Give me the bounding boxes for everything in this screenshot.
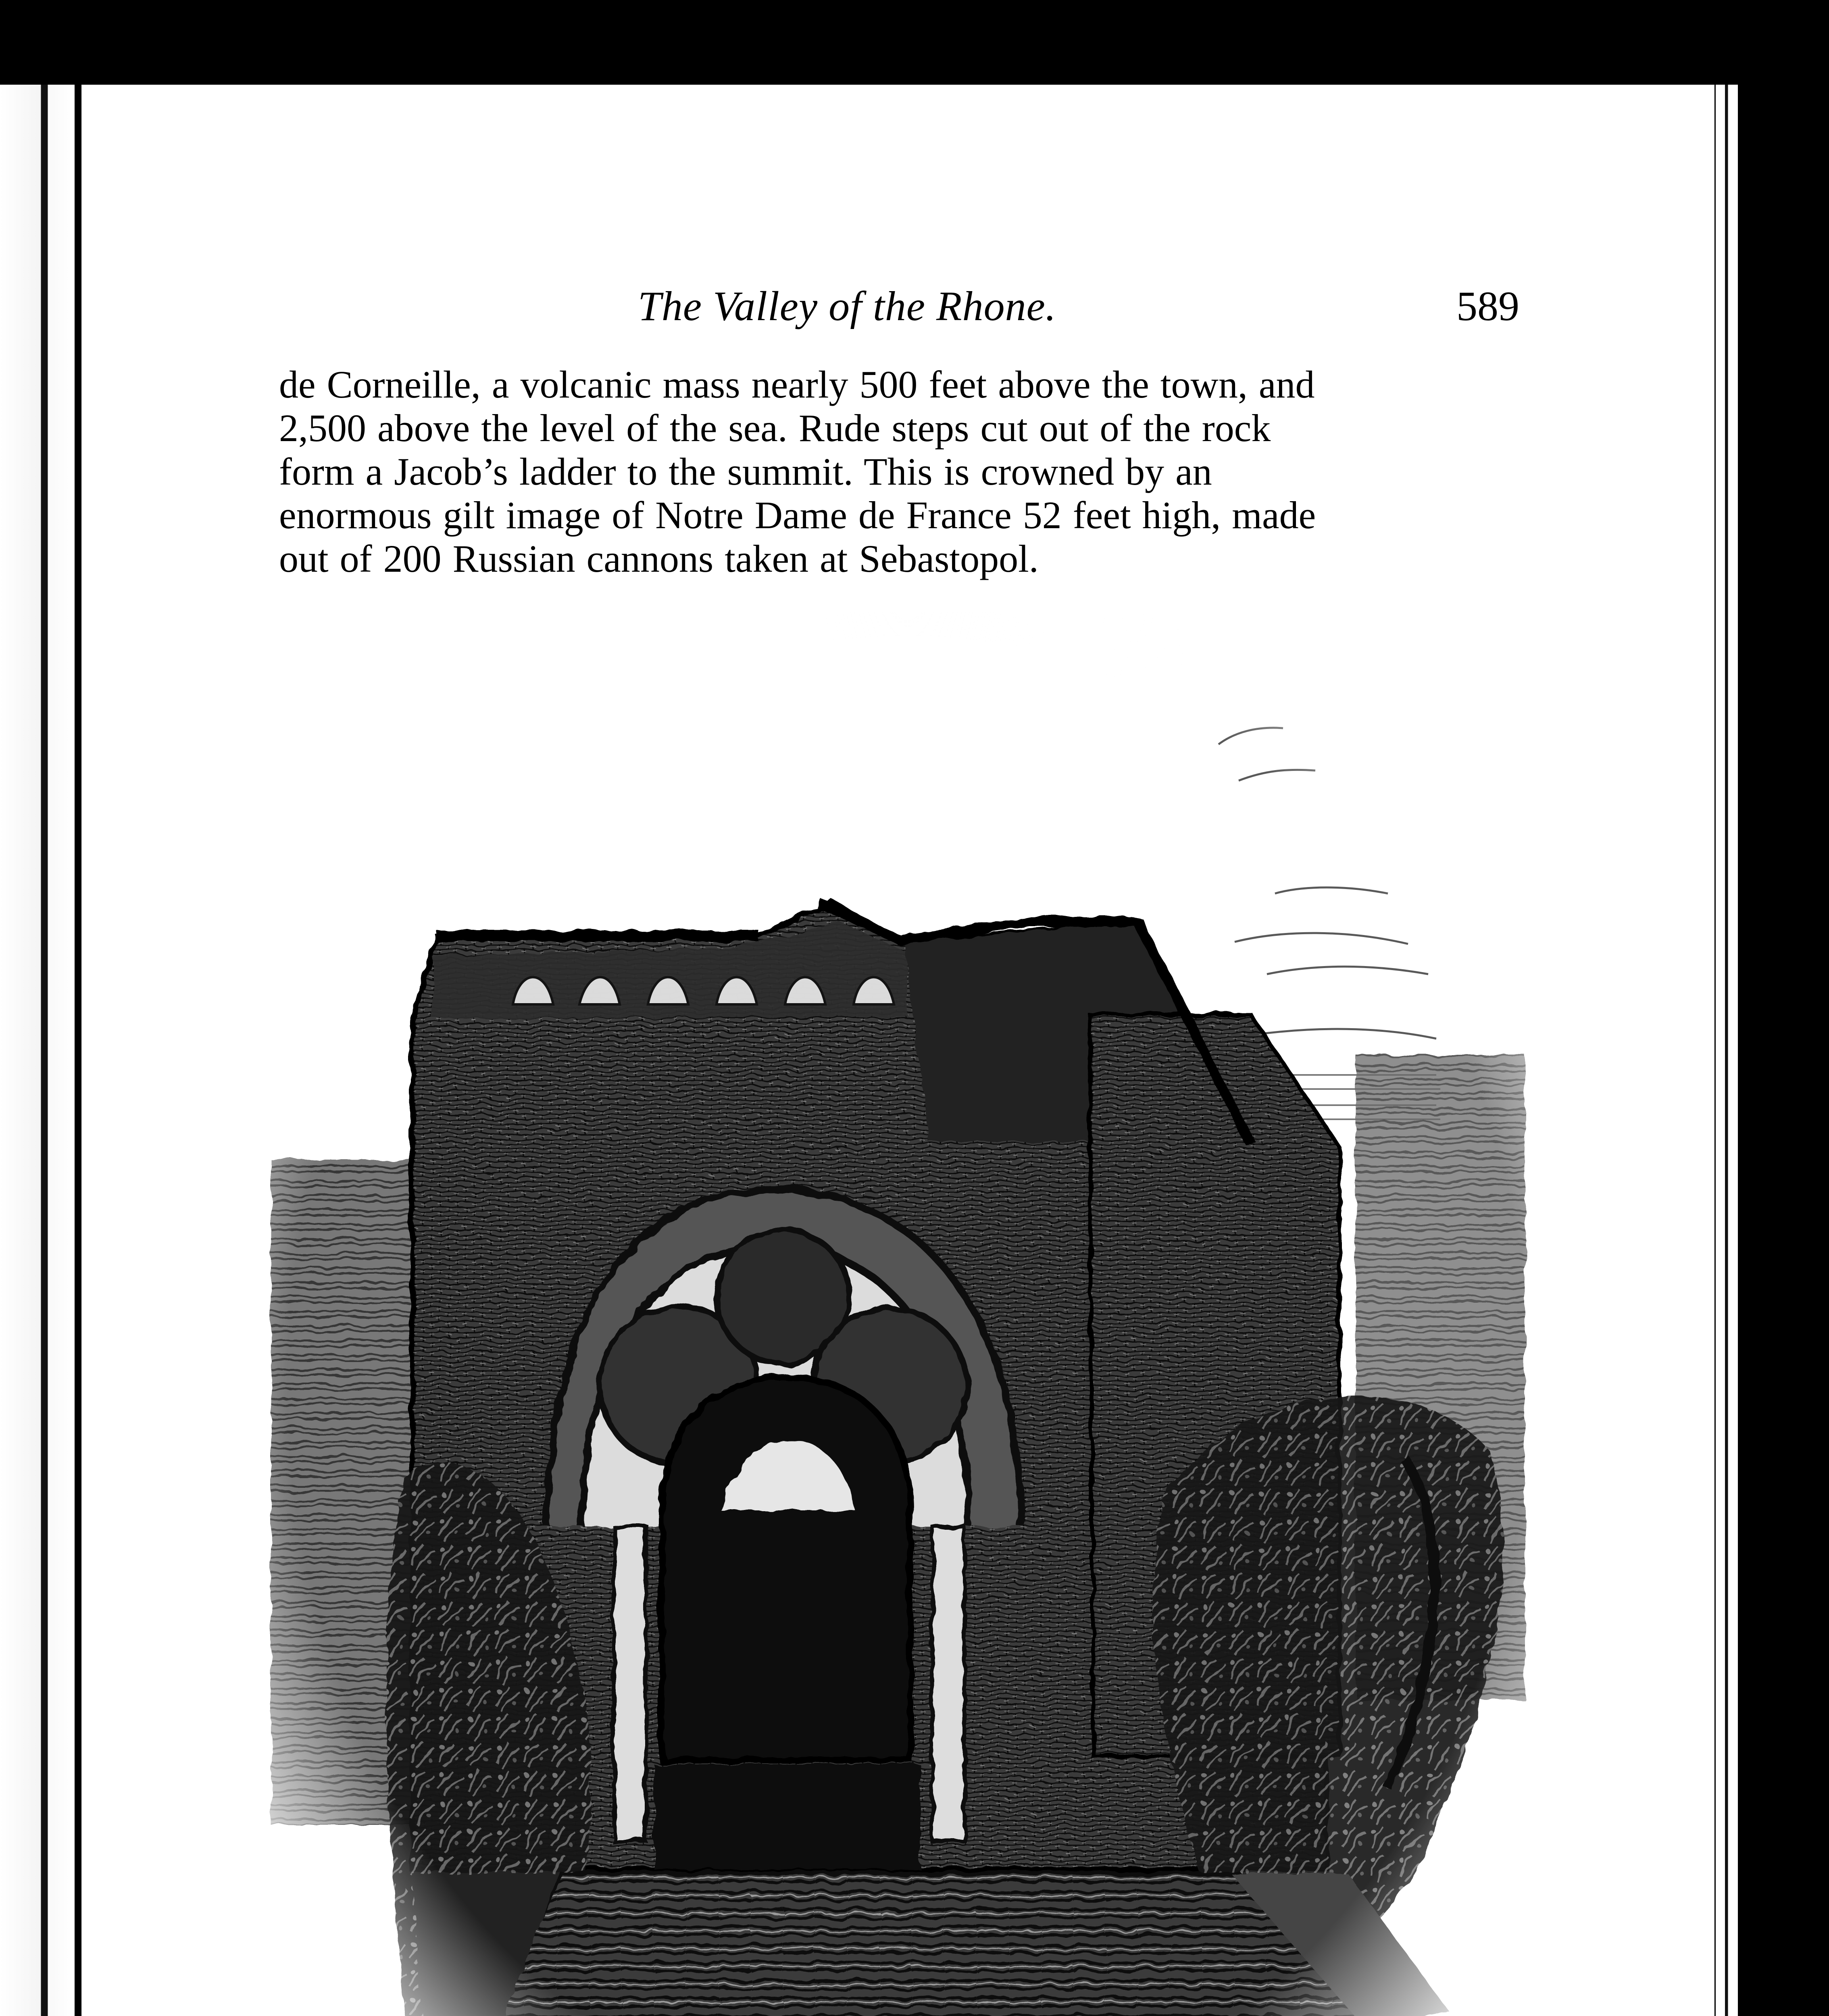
page-number: 589 bbox=[1456, 283, 1519, 329]
paragraph-line: form a Jacob’s ladder to the summit. This is crowned by an bbox=[279, 450, 1212, 493]
right-page-edge bbox=[1716, 85, 1738, 2016]
st-michel-church-drawing bbox=[267, 611, 1549, 2016]
left-page-edge bbox=[0, 85, 75, 2016]
paragraph-line: de Corneille, a volcanic mass nearly 500 feet above the town, and bbox=[279, 363, 1315, 406]
church-illustration bbox=[267, 611, 1549, 2016]
running-header bbox=[638, 282, 1533, 339]
book-page bbox=[81, 85, 1714, 2016]
paragraph-line: enormous gilt image of Notre Dame de France 52 feet high, made bbox=[279, 494, 1316, 537]
paragraph-line: out of 200 Russian cannons taken at Sebastopol. bbox=[279, 537, 1039, 580]
chapter-title: The Valley of the Rhone. bbox=[638, 283, 1056, 329]
paragraph-line: 2,500 above the level of the sea. Rude steps cut out of the rock bbox=[279, 406, 1271, 450]
top-paragraph bbox=[279, 363, 1448, 581]
